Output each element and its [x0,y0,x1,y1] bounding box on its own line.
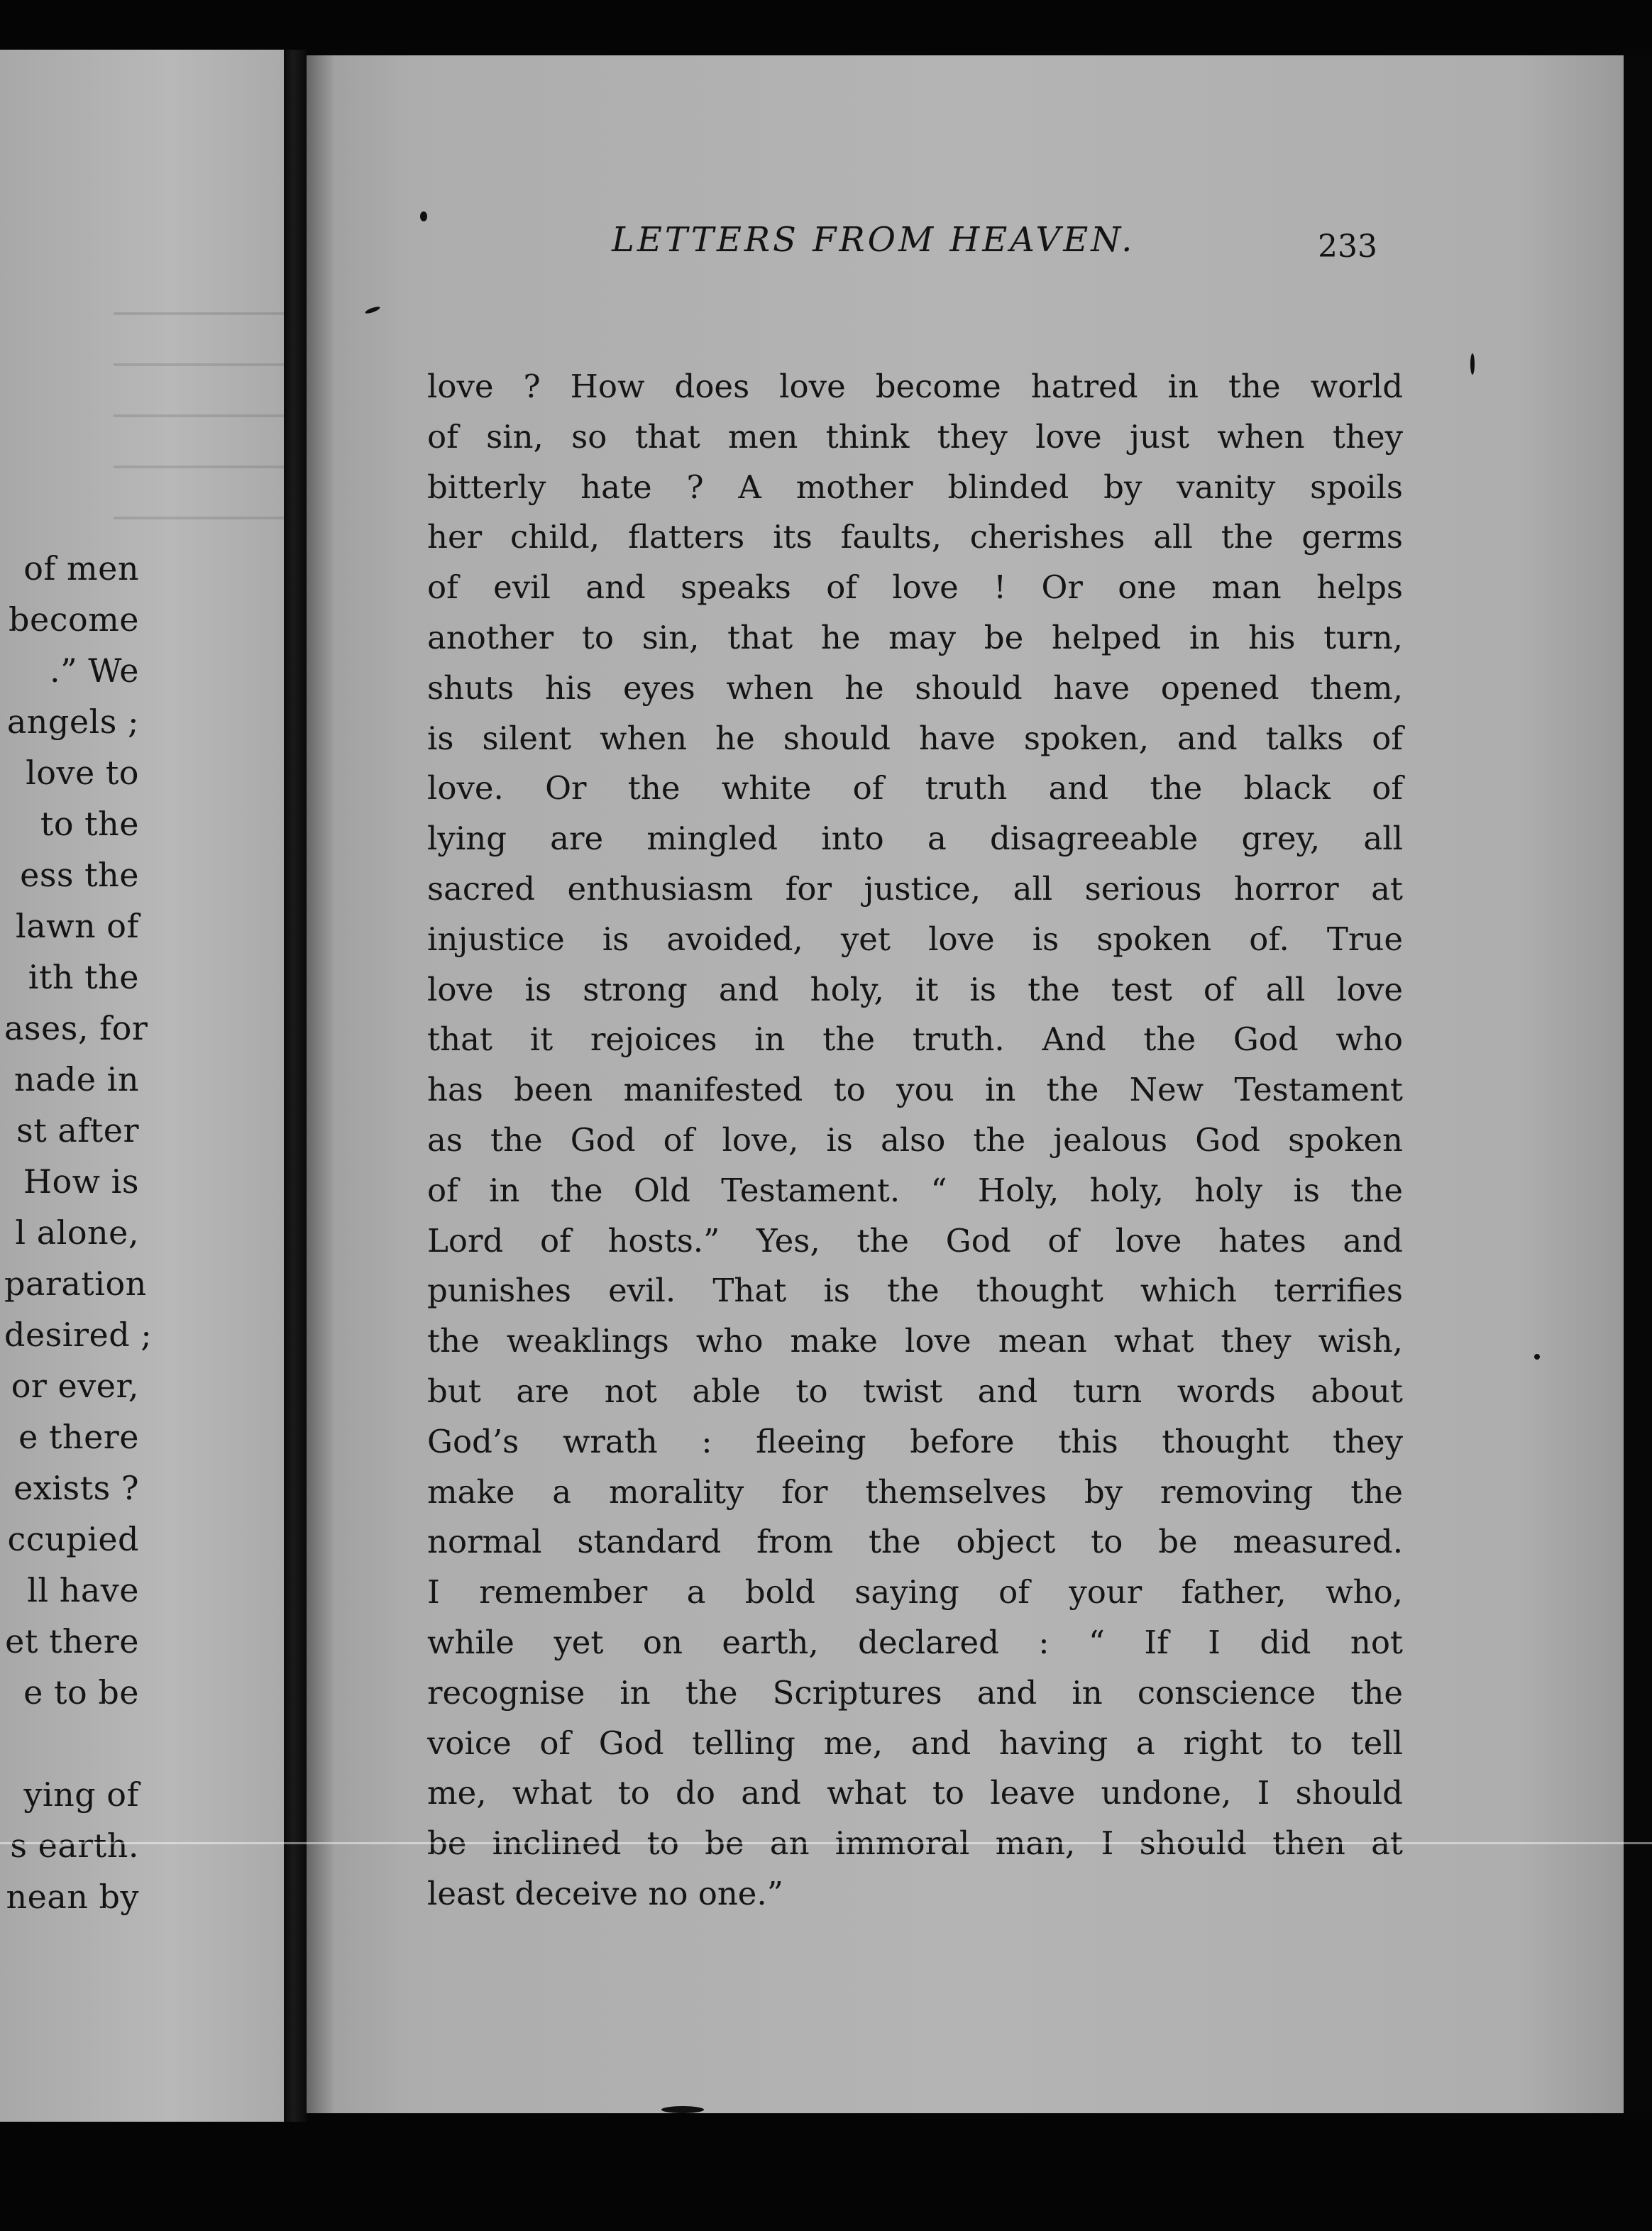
text-line: of evil and speaks of love ! Or one man helps [427,568,1403,607]
text-line: love. Or the white of truth and the black of [427,769,1403,808]
text-line: voice of God telling me, and having a right to tell [427,1724,1403,1762]
text-line: has been manifested to you in the New Testament [427,1071,1403,1109]
text-line: Lord of hosts.” Yes, the God of love hates and [427,1221,1403,1260]
left-line: become [9,600,139,639]
text-line: injustice is avoided, yet love is spoken of. True [427,920,1403,958]
ink-speck [365,305,381,314]
text-line: punishes evil. That is the thought which terrifies [427,1272,1403,1310]
text-line: normal standard from the object to be measured. [427,1523,1403,1561]
text-line: recognise in the Scriptures and in conscience the [427,1673,1403,1712]
text-line: God’s wrath : fleeing before this thought they [427,1422,1403,1460]
text-line: her child, flatters its faults, cherishes all the germs [427,518,1403,556]
ink-speck [1470,353,1475,375]
text-line: the weaklings who make love mean what they wish, [427,1322,1403,1360]
left-line: ess the [20,856,139,894]
left-line: ases, for [4,1009,148,1047]
text-line: but are not able to twist and turn words about [427,1372,1403,1410]
left-line: ith the [28,958,139,996]
gutter-shadow [307,55,335,2113]
text-line: shuts his eyes when he should have opened them, [427,668,1403,707]
left-page-text [4,543,153,1922]
text-line: that it rejoices in the truth. And the God who [427,1020,1403,1059]
body-text [427,362,1403,1919]
left-line: .” We [49,651,139,690]
text-line: love is strong and holy, it is the test of all love [427,970,1403,1008]
left-line: st after [16,1111,139,1150]
left-page [0,50,284,2122]
right-page [307,55,1624,2113]
text-line: is silent when he should have spoken, and talks of [427,719,1403,757]
left-line: angels ; [6,703,139,741]
running-head: LETTERS FROM HEAVEN. [612,220,1135,260]
left-line: lawn of [16,907,139,945]
left-line: et there [5,1622,139,1660]
left-line: nean by [6,1878,139,1916]
left-line: ll have [27,1571,139,1609]
text-line: I remember a bold saying of your father, who, [427,1573,1403,1612]
left-line: desired ; [4,1316,153,1354]
left-line: ccupied [7,1520,139,1558]
text-line: sacred enthusiasm for justice, all serious horror at [427,869,1403,908]
left-line: exists ? [13,1469,139,1507]
text-line: while yet on earth, declared : “ If I did not [427,1623,1403,1661]
text-line: bitterly hate ? A mother blinded by vanity spoils [427,468,1403,506]
text-line: as the God of love, is also the jealous God spoken [427,1120,1403,1159]
text-line: love ? How does love become hatred in the world [427,368,1403,405]
left-line: e to be [23,1673,139,1712]
page-number: 233 [1318,228,1377,265]
text-line: of in the Old Testament. “ Holy, holy, holy is the [427,1171,1403,1209]
left-line: love to [26,754,139,792]
ink-speck [1534,1354,1540,1360]
left-line: l alone, [15,1213,139,1252]
left-line: nade in [13,1060,139,1098]
left-line: How is [23,1162,139,1201]
text-line: lying are mingled into a disagreeable grey, all [427,820,1403,858]
left-line-gap [4,1718,139,1769]
text-line: be inclined to be an immoral man, I should then at [427,1824,1403,1863]
ink-speck [420,211,427,221]
left-line: to the [40,805,139,843]
left-line: s earth. [10,1827,139,1865]
book-gutter [284,50,307,2122]
text-line: make a morality for themselves by removing the [427,1472,1403,1511]
left-line: of men [23,549,139,588]
left-line: or ever, [11,1367,139,1405]
text-line: another to sin, that he may be helped in his turn, [427,618,1403,656]
text-line: me, what to do and what to leave undone, I should [427,1774,1403,1812]
bleed-through [114,284,284,568]
left-line: ying of [23,1775,139,1814]
text-line: of sin, so that men think they love just when they [427,417,1403,456]
ink-speck [661,2106,704,2113]
left-line: e there [18,1418,139,1456]
right-edge [1624,55,1652,2113]
text-line-last: least deceive no one.” [427,1874,783,1912]
scan-artifact-line [0,1842,1652,1844]
left-line: paration [4,1265,147,1303]
